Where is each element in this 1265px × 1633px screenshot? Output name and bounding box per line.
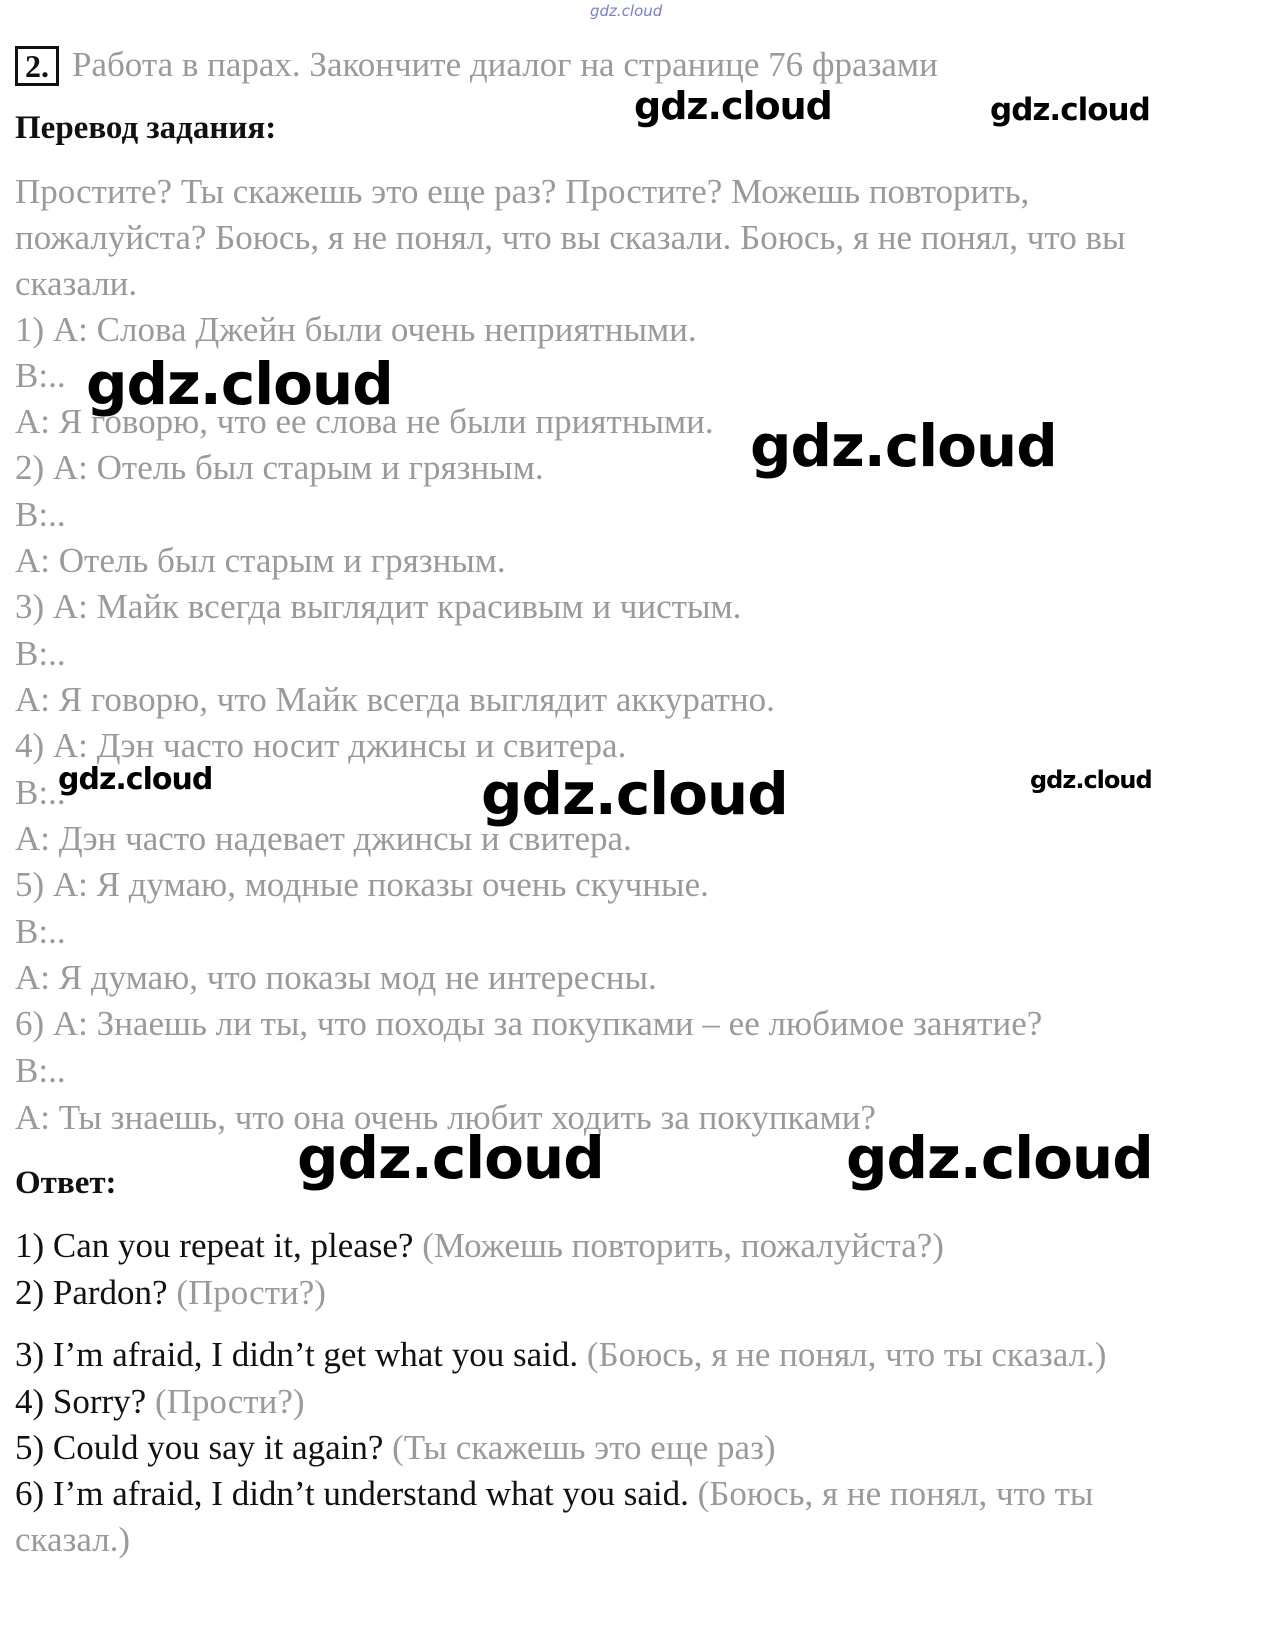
answer-line — [15, 1335, 1106, 1375]
task-title: Работа в парах. Закончите диалог на странице 76 фразами — [72, 45, 938, 84]
translation-line: пожалуйста? Боюсь, я не понял, что вы сказали. Боюсь, я не понял, что вы — [15, 218, 1126, 257]
dialog-line: А: Я говорю, что ее слова не были приятными. — [15, 402, 714, 441]
dialog-line: А: Ты знаешь, что она очень любит ходить за покупками? — [15, 1098, 876, 1137]
answer-line — [15, 1226, 944, 1266]
answer-text: 4) Sorry? — [15, 1382, 147, 1421]
dialog-line: В:.. — [15, 1051, 66, 1090]
dialog-line: 1) А: Слова Джейн были очень неприятными. — [15, 310, 697, 349]
dialog-line: В:.. — [15, 634, 66, 673]
dialog-line: 6) А: Знаешь ли ты, что походы за покупками – ее любимое занятие? — [15, 1004, 1043, 1043]
answer-line — [15, 1520, 130, 1560]
watermark: gdz.cloud — [1030, 766, 1152, 794]
translation-heading: Перевод задания: — [15, 110, 277, 146]
header-watermark: gdz.cloud — [590, 2, 663, 20]
dialog-line: А: Я говорю, что Майк всегда выглядит аккуратно. — [15, 680, 775, 719]
dialog-line: 4) А: Дэн часто носит джинсы и свитера. — [15, 726, 627, 765]
answer-continuation: сказал.) — [15, 1520, 131, 1559]
watermark: gdz.cloud — [86, 350, 393, 418]
answer-translation: (Ты скажешь это еще раз) — [392, 1428, 776, 1467]
dialog-line: А: Дэн часто надевает джинсы и свитера. — [15, 819, 632, 858]
answer-translation: (Боюсь, я не понял, что ты — [697, 1474, 1094, 1513]
answer-text: 2) Pardon? — [15, 1273, 168, 1312]
dialog-line: 2) А: Отель был старым и грязным. — [15, 448, 544, 487]
dialog-line: В:.. — [15, 773, 66, 812]
answer-heading: Ответ: — [15, 1165, 117, 1201]
dialog-line: В:.. — [15, 356, 66, 395]
watermark: gdz.cloud — [634, 84, 832, 128]
translation-line: Простите? Ты скажешь это еще раз? Простите? Можешь повторить, — [15, 172, 1030, 211]
dialog-line: 5) А: Я думаю, модные показы очень скучные. — [15, 865, 709, 904]
answer-line — [15, 1474, 1093, 1514]
dialog-line: А: Отель был старым и грязным. — [15, 541, 506, 580]
watermark: gdz.cloud — [990, 92, 1150, 128]
answer-line — [15, 1273, 326, 1313]
answer-translation: (Прости?) — [176, 1273, 326, 1312]
answer-text: 1) Can you repeat it, please? — [15, 1226, 414, 1265]
answer-line — [15, 1382, 305, 1422]
dialog-line: 3) А: Майк всегда выглядит красивым и чистым. — [15, 587, 742, 626]
watermark: gdz.cloud — [750, 412, 1057, 480]
watermark: gdz.cloud — [481, 760, 788, 828]
watermark: gdz.cloud — [297, 1124, 604, 1192]
answer-text: 5) Could you say it again? — [15, 1428, 384, 1467]
translation-line: сказали. — [15, 264, 138, 303]
answer-translation: (Можешь повторить, пожалуйста?) — [422, 1226, 944, 1265]
watermark: gdz.cloud — [846, 1124, 1153, 1192]
watermark: gdz.cloud — [58, 762, 213, 797]
dialog-line: А: Я думаю, что показы мод не интересны. — [15, 958, 657, 997]
answer-text: 3) I’m afraid, I didn’t get what you said. — [15, 1335, 579, 1374]
task-number-box: 2. — [15, 46, 59, 86]
answer-translation: (Боюсь, я не понял, что ты сказал.) — [586, 1335, 1107, 1374]
dialog-line: В:.. — [15, 912, 66, 951]
dialog-line: В:.. — [15, 495, 66, 534]
answer-translation: (Прости?) — [154, 1382, 305, 1421]
answer-line — [15, 1428, 776, 1468]
answer-text: 6) I’m afraid, I didn’t understand what you said. — [15, 1474, 689, 1513]
